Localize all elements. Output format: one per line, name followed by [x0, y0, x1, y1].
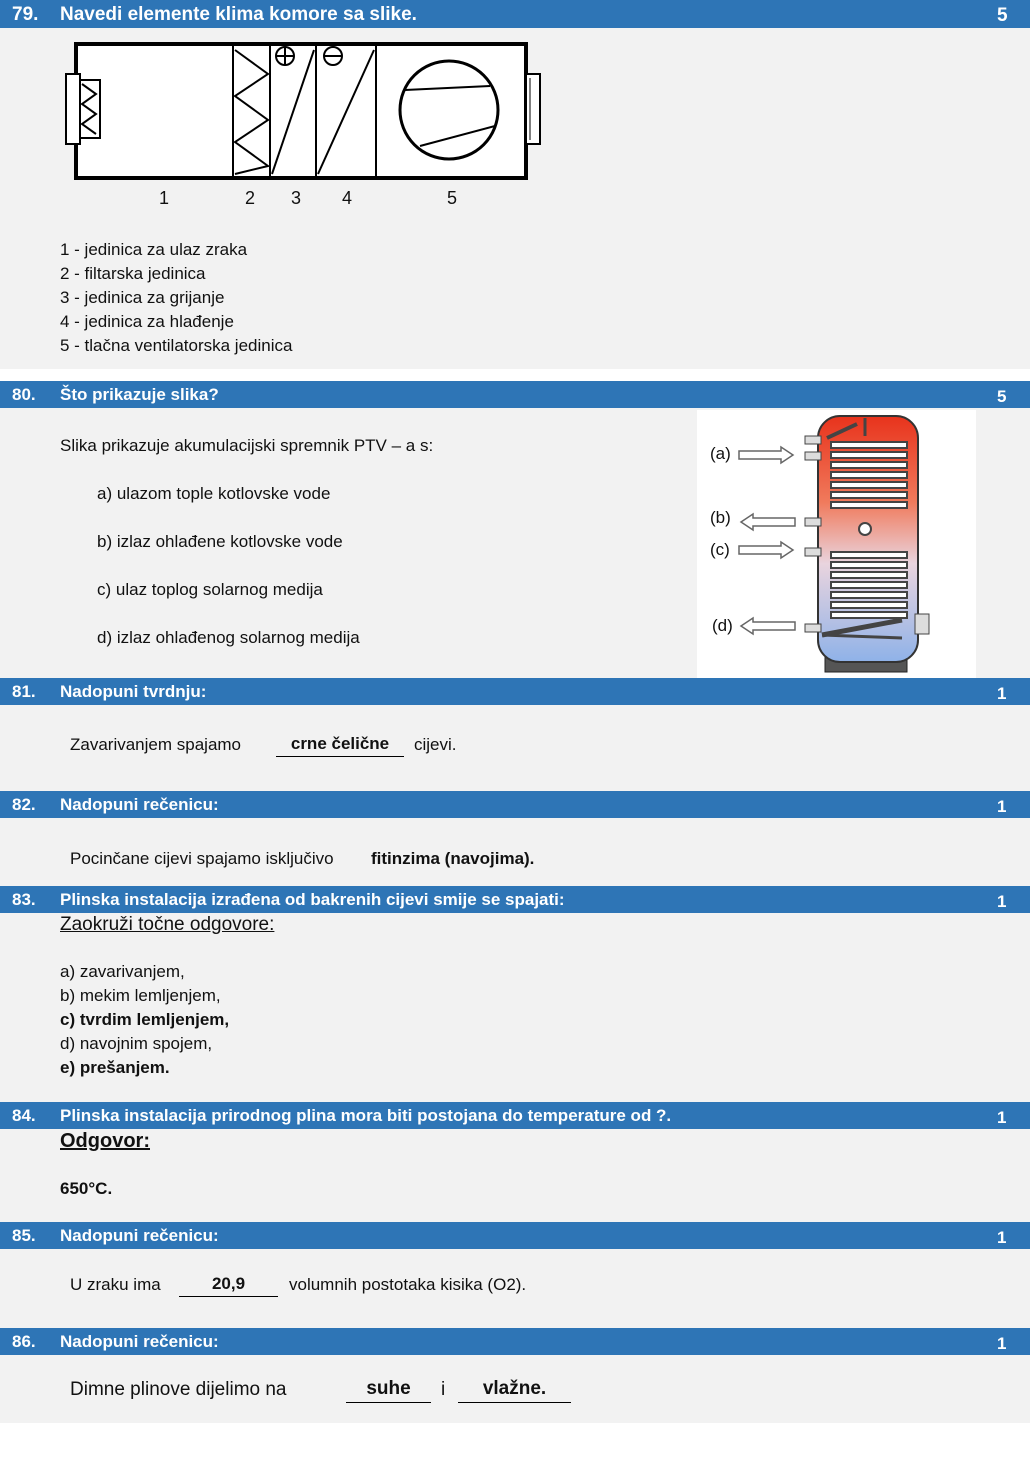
question-title: Nadopuni rečenicu:: [60, 1226, 219, 1245]
question-title: Nadopuni rečenicu:: [60, 795, 219, 814]
diagram-label-2: 2: [245, 188, 256, 208]
answer-item: a) ulazom tople kotlovske vode: [97, 484, 331, 503]
tank-label-d: (d): [712, 616, 733, 635]
question-points: 5: [997, 5, 1008, 26]
question-number: 83.: [12, 890, 36, 909]
question-number: 82.: [12, 795, 36, 814]
question-body-79: [0, 28, 1030, 369]
answer-option-correct: e) prešanjem.: [60, 1058, 170, 1077]
question-header-86: [0, 1328, 1030, 1355]
question-body-86: [0, 1355, 1030, 1423]
question-body-81: [0, 705, 1030, 791]
question-header-81: [0, 678, 1030, 705]
question-header-82: [0, 791, 1030, 818]
sentence-start: Zavarivanjem spajamo: [70, 735, 242, 754]
diagram-label-3: 3: [291, 188, 302, 208]
question-title: Nadopuni tvrdnju:: [60, 682, 207, 701]
sentence-end: volumnih postotaka kisika (O2).: [289, 1275, 527, 1294]
water-tank-figure: [697, 410, 976, 678]
question-title: Što prikazuje slika?: [60, 385, 219, 404]
question-points: 1: [997, 797, 1007, 816]
answer-option: d) navojnim spojem,: [60, 1034, 213, 1053]
answer-value: 650°C.: [60, 1179, 113, 1198]
question-points: 5: [997, 387, 1007, 406]
diagram-label-1: 1: [159, 188, 170, 208]
tank-label-b: (b): [710, 508, 731, 527]
question-points: 1: [997, 1228, 1007, 1247]
fill-in-answer: 20,9: [179, 1274, 278, 1297]
question-number: 86.: [12, 1332, 36, 1351]
answer-option-correct: c) tvrdim lemljenjem,: [60, 1010, 230, 1029]
sentence-start: U zraku ima: [70, 1275, 161, 1294]
question-body-83: [0, 913, 1030, 1102]
question-intro: Slika prikazuje akumulacijski spremnik PTV – a s:: [60, 436, 434, 455]
question-body-82: [0, 818, 1030, 886]
question-body-85: [0, 1249, 1030, 1328]
question-header-83: [0, 886, 1030, 913]
list-item: 3 - jedinica za grijanje: [60, 288, 225, 307]
question-body-84: [0, 1129, 1030, 1222]
answer-item: b) izlaz ohlađene kotlovske vode: [97, 532, 343, 551]
question-title: Plinska instalacija prirodnog plina mora biti postojana do temperature od ?.: [60, 1106, 672, 1125]
question-points: 1: [997, 892, 1007, 911]
question-points: 1: [997, 684, 1007, 703]
question-number: 80.: [12, 385, 36, 404]
question-title: Nadopuni rečenicu:: [60, 1332, 219, 1351]
question-points: 1: [997, 1334, 1007, 1353]
answer-option: b) mekim lemljenjem,: [60, 986, 221, 1005]
list-item: 2 - filtarska jedinica: [60, 264, 206, 283]
diagram-label-4: 4: [342, 188, 353, 208]
question-title: Plinska instalacija izrađena od bakrenih cijevi smije se spajati:: [60, 890, 565, 909]
fill-in-answer: fitinzima (navojima).: [371, 849, 535, 868]
answer-label: Odgovor:: [60, 1130, 150, 1152]
diagram-label-5: 5: [447, 188, 458, 208]
question-instruction: Zaokruži točne odgovore:: [60, 914, 275, 935]
question-header-80: [0, 381, 1030, 408]
question-title: Navedi elemente klima komore sa slike.: [60, 4, 417, 25]
answer-item: d) izlaz ohlađenog solarnog medija: [97, 628, 360, 647]
sentence-end: cijevi.: [414, 735, 457, 754]
answer-item: c) ulaz toplog solarnog medija: [97, 580, 323, 599]
question-header-85: [0, 1222, 1030, 1249]
question-number: 81.: [12, 682, 36, 701]
question-points: 1: [997, 1108, 1007, 1127]
question-header-84: [0, 1102, 1030, 1129]
water-tank-diagram: [697, 410, 976, 678]
air-handling-unit-diagram: [60, 38, 560, 198]
tank-label-c: (c): [710, 540, 730, 559]
list-item: 1 - jedinica za ulaz zraka: [60, 240, 248, 259]
conjunction: i: [441, 1379, 446, 1400]
sentence-start: Dimne plinove dijelimo na: [70, 1379, 287, 1400]
fill-in-answer-1: suhe: [346, 1378, 431, 1403]
list-item: 5 - tlačna ventilatorska jedinica: [60, 336, 293, 355]
list-item: 4 - jedinica za hlađenje: [60, 312, 234, 331]
sentence-start: Pocinčane cijevi spajamo isključivo: [70, 849, 334, 868]
question-number: 79.: [12, 4, 39, 25]
question-header-79: [0, 0, 1030, 28]
answer-option: a) zavarivanjem,: [60, 962, 185, 981]
question-number: 84.: [12, 1106, 36, 1125]
fill-in-answer: crne čelične: [276, 734, 404, 757]
question-number: 85.: [12, 1226, 36, 1245]
question-body-80: [0, 408, 1030, 678]
fill-in-answer-2: vlažne.: [458, 1378, 571, 1403]
tank-label-a: (a): [710, 444, 731, 463]
